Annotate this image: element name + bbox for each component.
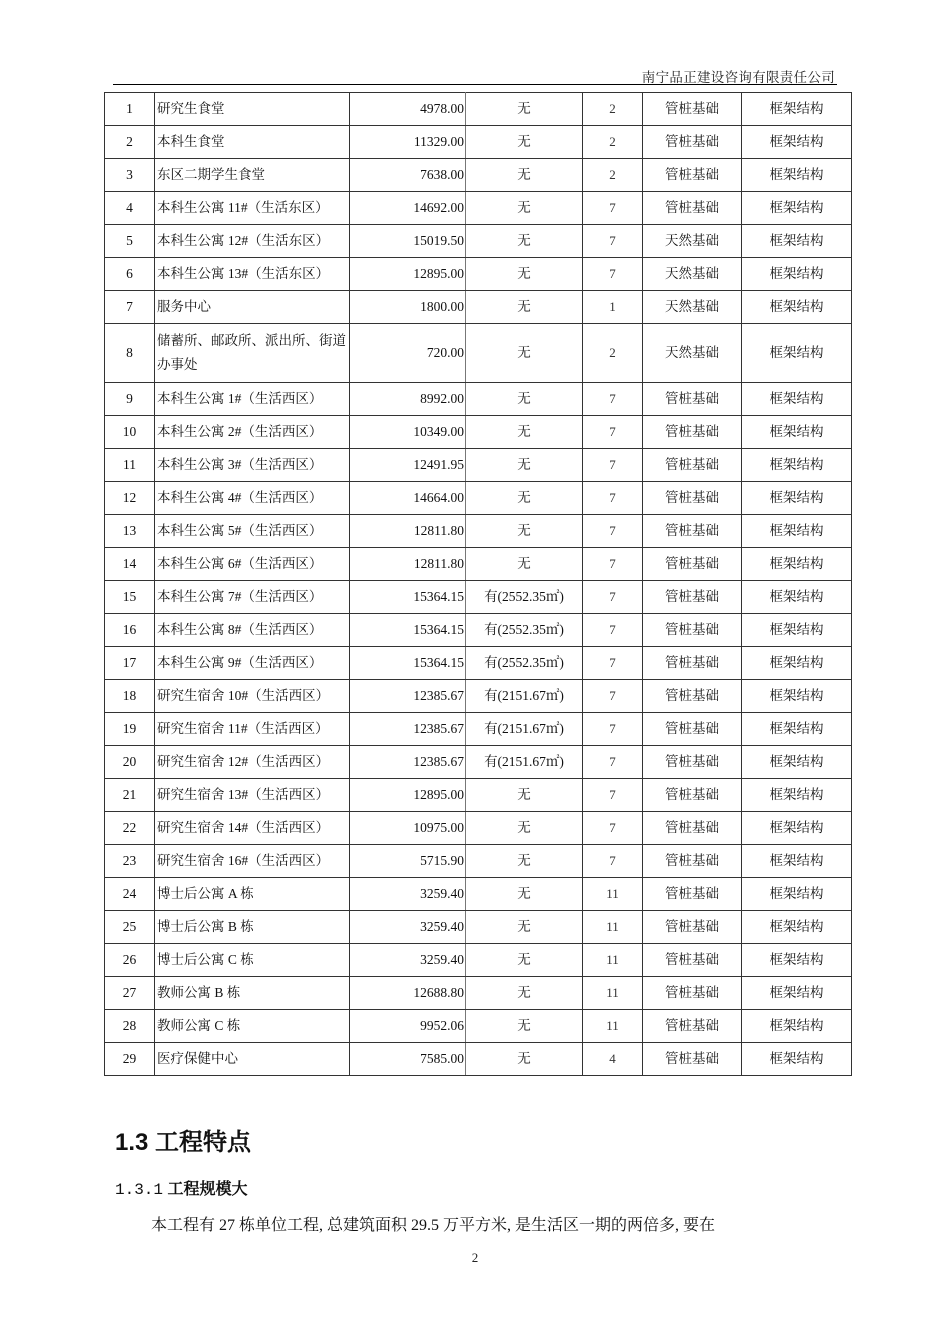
cell-structure: 框架结构 (742, 482, 852, 515)
cell-foundation: 管桩基础 (643, 93, 742, 126)
cell-area: 12895.00 (350, 258, 466, 291)
cell-area: 12811.80 (350, 515, 466, 548)
cell-name: 本科生公寓 3#（生活西区） (155, 449, 350, 482)
cell-floors: 7 (583, 258, 643, 291)
cell-area: 15364.15 (350, 647, 466, 680)
cell-structure: 框架结构 (742, 416, 852, 449)
cell-floors: 7 (583, 449, 643, 482)
cell-name: 本科生公寓 9#（生活西区） (155, 647, 350, 680)
cell-structure: 框架结构 (742, 845, 852, 878)
cell-name: 本科生公寓 6#（生活西区） (155, 548, 350, 581)
cell-foundation: 管桩基础 (643, 911, 742, 944)
body-paragraph: 本工程有 27 栋单位工程, 总建筑面积 29.5 万平方米, 是生活区一期的两倍多, 要在 (151, 1217, 716, 1234)
cell-floors: 7 (583, 548, 643, 581)
cell-basement: 无 (466, 812, 583, 845)
cell-structure: 框架结构 (742, 225, 852, 258)
cell-structure: 框架结构 (742, 812, 852, 845)
cell-foundation: 管桩基础 (643, 746, 742, 779)
cell-area: 15019.50 (350, 225, 466, 258)
cell-name: 研究生宿舍 13#（生活西区） (155, 779, 350, 812)
cell-name: 本科生公寓 5#（生活西区） (155, 515, 350, 548)
cell-structure: 框架结构 (742, 746, 852, 779)
cell-area: 12385.67 (350, 680, 466, 713)
table-row (105, 977, 852, 1010)
cell-basement: 无 (466, 482, 583, 515)
cell-area: 7638.00 (350, 159, 466, 192)
cell-number: 1 (105, 93, 155, 126)
cell-number: 10 (105, 416, 155, 449)
table-row (105, 779, 852, 812)
cell-floors: 7 (583, 482, 643, 515)
cell-number: 21 (105, 779, 155, 812)
cell-structure: 框架结构 (742, 911, 852, 944)
table-row (105, 680, 852, 713)
cell-name: 博士后公寓 B 栋 (155, 911, 350, 944)
cell-basement: 无 (466, 515, 583, 548)
cell-basement: 有(2151.67㎡) (466, 746, 583, 779)
cell-structure: 框架结构 (742, 1010, 852, 1043)
table-row (105, 258, 852, 291)
cell-foundation: 管桩基础 (643, 548, 742, 581)
table-row (105, 845, 852, 878)
cell-floors: 7 (583, 779, 643, 812)
cell-area: 9952.06 (350, 1010, 466, 1043)
cell-name: 研究生宿舍 10#（生活西区） (155, 680, 350, 713)
cell-floors: 7 (583, 614, 643, 647)
cell-name: 本科生公寓 2#（生活西区） (155, 416, 350, 449)
cell-number: 24 (105, 878, 155, 911)
cell-floors: 11 (583, 977, 643, 1010)
page-number: 2 (471, 1250, 479, 1265)
cell-area: 12385.67 (350, 713, 466, 746)
cell-area: 10349.00 (350, 416, 466, 449)
cell-structure: 框架结构 (742, 1043, 852, 1076)
building-list-table (104, 92, 852, 1076)
table-row (105, 1043, 852, 1076)
cell-basement: 无 (466, 1043, 583, 1076)
cell-foundation: 管桩基础 (643, 647, 742, 680)
section-heading: 1.3 工程特点 (115, 1129, 252, 1156)
cell-foundation: 管桩基础 (643, 614, 742, 647)
cell-structure: 框架结构 (742, 614, 852, 647)
table-row (105, 126, 852, 159)
cell-area: 11329.00 (350, 126, 466, 159)
cell-structure: 框架结构 (742, 944, 852, 977)
cell-basement: 无 (466, 225, 583, 258)
cell-foundation: 天然基础 (643, 258, 742, 291)
header-company-name: 南宁品正建设咨询有限责任公司 (641, 70, 835, 85)
cell-number: 23 (105, 845, 155, 878)
cell-floors: 11 (583, 944, 643, 977)
cell-floors: 2 (583, 324, 643, 383)
cell-area: 7585.00 (350, 1043, 466, 1076)
cell-name: 本科生公寓 13#（生活东区） (155, 258, 350, 291)
cell-basement: 无 (466, 548, 583, 581)
cell-basement: 无 (466, 291, 583, 324)
cell-foundation: 管桩基础 (643, 944, 742, 977)
cell-floors: 11 (583, 878, 643, 911)
cell-foundation: 管桩基础 (643, 416, 742, 449)
cell-foundation: 天然基础 (643, 324, 742, 383)
cell-number: 26 (105, 944, 155, 977)
table-row (105, 1010, 852, 1043)
cell-structure: 框架结构 (742, 383, 852, 416)
cell-floors: 7 (583, 845, 643, 878)
table-body (105, 93, 852, 1076)
table-row (105, 515, 852, 548)
cell-name: 教师公寓 C 栋 (155, 1010, 350, 1043)
cell-floors: 2 (583, 126, 643, 159)
cell-number: 29 (105, 1043, 155, 1076)
cell-number: 8 (105, 324, 155, 383)
table-row (105, 159, 852, 192)
cell-number: 16 (105, 614, 155, 647)
cell-number: 7 (105, 291, 155, 324)
cell-floors: 7 (583, 680, 643, 713)
cell-name: 本科生公寓 11#（生活东区） (155, 192, 350, 225)
cell-foundation: 管桩基础 (643, 680, 742, 713)
cell-name: 东区二期学生食堂 (155, 159, 350, 192)
cell-name: 教师公寓 B 栋 (155, 977, 350, 1010)
cell-floors: 7 (583, 383, 643, 416)
cell-structure: 框架结构 (742, 126, 852, 159)
cell-name: 研究生宿舍 16#（生活西区） (155, 845, 350, 878)
table-row (105, 944, 852, 977)
cell-basement: 无 (466, 944, 583, 977)
cell-foundation: 管桩基础 (643, 515, 742, 548)
cell-foundation: 管桩基础 (643, 1043, 742, 1076)
cell-floors: 7 (583, 713, 643, 746)
cell-area: 12385.67 (350, 746, 466, 779)
cell-floors: 7 (583, 581, 643, 614)
cell-basement: 无 (466, 1010, 583, 1043)
cell-name: 研究生宿舍 12#（生活西区） (155, 746, 350, 779)
cell-number: 28 (105, 1010, 155, 1043)
cell-area: 14664.00 (350, 482, 466, 515)
table-row (105, 812, 852, 845)
cell-number: 5 (105, 225, 155, 258)
cell-structure: 框架结构 (742, 581, 852, 614)
cell-basement: 无 (466, 845, 583, 878)
table-row (105, 746, 852, 779)
cell-basement: 无 (466, 416, 583, 449)
cell-area: 5715.90 (350, 845, 466, 878)
cell-basement: 无 (466, 779, 583, 812)
cell-number: 14 (105, 548, 155, 581)
cell-foundation: 管桩基础 (643, 159, 742, 192)
cell-basement: 有(2552.35㎡) (466, 647, 583, 680)
subsection-title: 工程规模大 (167, 1181, 248, 1198)
cell-area: 14692.00 (350, 192, 466, 225)
cell-floors: 11 (583, 911, 643, 944)
table-row (105, 225, 852, 258)
cell-basement: 有(2552.35㎡) (466, 614, 583, 647)
table-row (105, 647, 852, 680)
cell-floors: 7 (583, 746, 643, 779)
table-row (105, 713, 852, 746)
cell-basement: 无 (466, 159, 583, 192)
cell-basement: 无 (466, 93, 583, 126)
table-row (105, 324, 852, 383)
cell-number: 6 (105, 258, 155, 291)
cell-name: 本科生公寓 7#（生活西区） (155, 581, 350, 614)
cell-name: 医疗保健中心 (155, 1043, 350, 1076)
cell-foundation: 管桩基础 (643, 383, 742, 416)
cell-structure: 框架结构 (742, 680, 852, 713)
cell-name: 本科生公寓 12#（生活东区） (155, 225, 350, 258)
cell-structure: 框架结构 (742, 159, 852, 192)
cell-area: 12688.80 (350, 977, 466, 1010)
cell-basement: 无 (466, 911, 583, 944)
cell-foundation: 管桩基础 (643, 845, 742, 878)
cell-foundation: 管桩基础 (643, 449, 742, 482)
cell-floors: 7 (583, 515, 643, 548)
cell-structure: 框架结构 (742, 548, 852, 581)
cell-floors: 7 (583, 647, 643, 680)
cell-basement: 无 (466, 324, 583, 383)
subsection-heading (115, 1176, 247, 1199)
table-row (105, 93, 852, 126)
cell-foundation: 管桩基础 (643, 192, 742, 225)
cell-structure: 框架结构 (742, 449, 852, 482)
cell-floors: 2 (583, 93, 643, 126)
cell-area: 1800.00 (350, 291, 466, 324)
cell-structure: 框架结构 (742, 93, 852, 126)
cell-basement: 无 (466, 192, 583, 225)
cell-floors: 1 (583, 291, 643, 324)
cell-basement: 无 (466, 977, 583, 1010)
cell-area: 3259.40 (350, 944, 466, 977)
cell-number: 12 (105, 482, 155, 515)
cell-floors: 2 (583, 159, 643, 192)
cell-area: 720.00 (350, 324, 466, 383)
cell-number: 9 (105, 383, 155, 416)
cell-name: 博士后公寓 A 栋 (155, 878, 350, 911)
cell-floors: 4 (583, 1043, 643, 1076)
cell-structure: 框架结构 (742, 192, 852, 225)
cell-basement: 无 (466, 258, 583, 291)
cell-structure: 框架结构 (742, 258, 852, 291)
subsection-number: 1.3.1 (115, 1181, 164, 1199)
table-row (105, 614, 852, 647)
cell-name: 研究生食堂 (155, 93, 350, 126)
cell-foundation: 管桩基础 (643, 779, 742, 812)
cell-basement: 有(2151.67㎡) (466, 680, 583, 713)
header-divider (113, 84, 837, 85)
cell-structure: 框架结构 (742, 977, 852, 1010)
cell-structure: 框架结构 (742, 713, 852, 746)
cell-floors: 7 (583, 416, 643, 449)
cell-area: 12895.00 (350, 779, 466, 812)
cell-basement: 有(2552.35㎡) (466, 581, 583, 614)
cell-foundation: 管桩基础 (643, 812, 742, 845)
cell-number: 15 (105, 581, 155, 614)
cell-number: 20 (105, 746, 155, 779)
cell-basement: 有(2151.67㎡) (466, 713, 583, 746)
cell-number: 27 (105, 977, 155, 1010)
table-row (105, 581, 852, 614)
cell-foundation: 管桩基础 (643, 977, 742, 1010)
cell-area: 3259.40 (350, 911, 466, 944)
cell-structure: 框架结构 (742, 878, 852, 911)
cell-basement: 无 (466, 383, 583, 416)
cell-number: 18 (105, 680, 155, 713)
cell-name: 本科生公寓 4#（生活西区） (155, 482, 350, 515)
table-row (105, 878, 852, 911)
cell-structure: 框架结构 (742, 291, 852, 324)
cell-foundation: 天然基础 (643, 291, 742, 324)
cell-foundation: 管桩基础 (643, 126, 742, 159)
table-row (105, 291, 852, 324)
cell-number: 2 (105, 126, 155, 159)
cell-foundation: 管桩基础 (643, 581, 742, 614)
cell-structure: 框架结构 (742, 779, 852, 812)
table-row (105, 449, 852, 482)
table-row (105, 548, 852, 581)
cell-number: 3 (105, 159, 155, 192)
cell-number: 22 (105, 812, 155, 845)
cell-structure: 框架结构 (742, 647, 852, 680)
cell-foundation: 管桩基础 (643, 878, 742, 911)
table-row (105, 416, 852, 449)
table-row (105, 383, 852, 416)
cell-area: 8992.00 (350, 383, 466, 416)
cell-name: 研究生宿舍 14#（生活西区） (155, 812, 350, 845)
cell-area: 4978.00 (350, 93, 466, 126)
cell-foundation: 天然基础 (643, 225, 742, 258)
cell-basement: 无 (466, 878, 583, 911)
cell-basement: 无 (466, 449, 583, 482)
cell-foundation: 管桩基础 (643, 482, 742, 515)
cell-number: 19 (105, 713, 155, 746)
cell-number: 17 (105, 647, 155, 680)
cell-number: 4 (105, 192, 155, 225)
cell-name: 服务中心 (155, 291, 350, 324)
cell-number: 11 (105, 449, 155, 482)
cell-name: 本科生食堂 (155, 126, 350, 159)
cell-area: 12811.80 (350, 548, 466, 581)
cell-name: 研究生宿舍 11#（生活西区） (155, 713, 350, 746)
cell-basement: 无 (466, 126, 583, 159)
cell-number: 25 (105, 911, 155, 944)
cell-name: 储蓄所、邮政所、派出所、街道办事处 (155, 324, 350, 383)
cell-floors: 11 (583, 1010, 643, 1043)
cell-area: 12491.95 (350, 449, 466, 482)
cell-name: 本科生公寓 1#（生活西区） (155, 383, 350, 416)
cell-structure: 框架结构 (742, 515, 852, 548)
cell-area: 15364.15 (350, 581, 466, 614)
table-row (105, 911, 852, 944)
cell-name: 博士后公寓 C 栋 (155, 944, 350, 977)
cell-floors: 7 (583, 225, 643, 258)
cell-foundation: 管桩基础 (643, 1010, 742, 1043)
cell-area: 15364.15 (350, 614, 466, 647)
cell-structure: 框架结构 (742, 324, 852, 383)
table-row (105, 482, 852, 515)
table-row (105, 192, 852, 225)
cell-area: 3259.40 (350, 878, 466, 911)
cell-area: 10975.00 (350, 812, 466, 845)
cell-floors: 7 (583, 192, 643, 225)
cell-floors: 7 (583, 812, 643, 845)
cell-number: 13 (105, 515, 155, 548)
cell-name: 本科生公寓 8#（生活西区） (155, 614, 350, 647)
cell-foundation: 管桩基础 (643, 713, 742, 746)
